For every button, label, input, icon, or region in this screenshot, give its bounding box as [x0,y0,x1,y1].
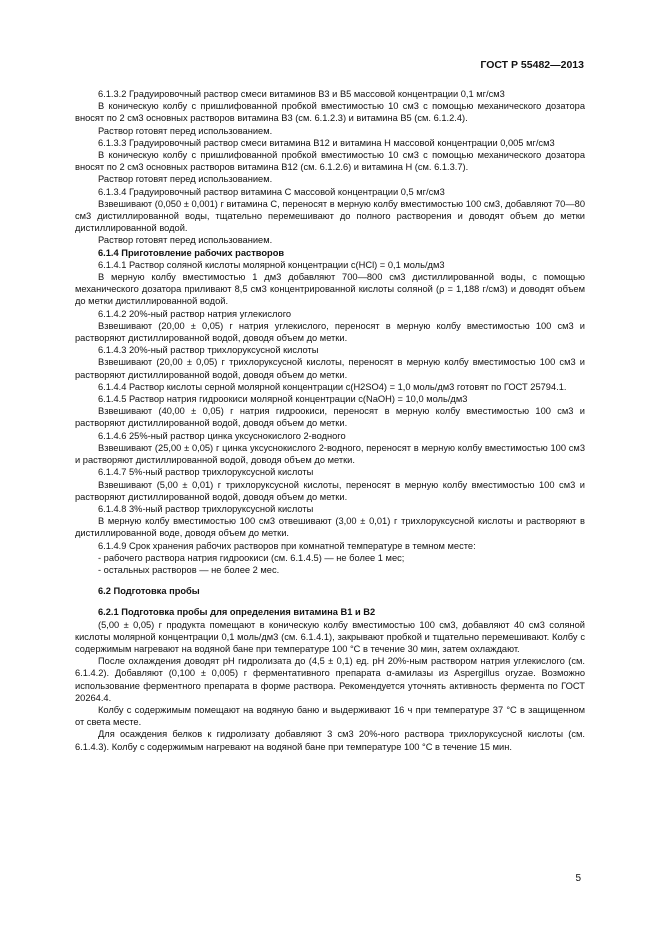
clause-6-1-3-2-title: 6.1.3.2 Градуировочный раствор смеси витаминов B3 и B5 массовой концентрации 0,1 мг/см3 [98,89,505,99]
document-code-header: ГОСТ Р 55482—2013 [480,59,584,71]
paragraph: В мерную колбу вместимостью 1 дм3 добавляют 700—800 см3 дистиллированной воды, с помощью механического дозатора приливают 8,5 см3 концентрированной кислоты соляной (ρ = 1,188 г/см3) и доводят объем до метки дистиллированной водой. [75,272,585,307]
clause-6-1-4-3-title: 6.1.4.3 20%-ный раствор трихлоруксусной кислоты [98,345,319,356]
document-body [75,88,585,753]
paragraph: В коническую колбу с пришлифованной пробкой вместимостью 10 см3 с помощью механического дозатора вносят по 2 см3 основных растворов витамина B3 (см. 6.1.2.3) и витамина B5 (см. 6.1.2.4). [75,101,585,124]
paragraph: После охлаждения доводят pH гидролизата до (4,5 ± 0,1) ед. pH 20%-ным раствором натрия углекислого (см. 6.1.4.2). Добавляют (0,100 ± 0,005) г ферментативного препарата α-амилазы из Aspergillus oryzae. Возможно использование ферментного препарата в форме раствора. Рекомендуется уточнять активность фермента по ГОСТ 20264.4. [75,656,585,703]
list-item: - рабочего раствора натрия гидроокиси (см. 6.1.4.5) — не более 1 мес; [98,552,405,563]
section-6-2-heading: 6.2 Подготовка пробы [98,586,200,597]
clause-6-1-4-6-title: 6.1.4.6 25%-ный раствор цинка уксуснокислого 2-водного [98,430,346,441]
clause-6-1-3-4-title: 6.1.3.4 Градуировочный раствор витамина C массовой концентрации 0,5 мг/см3 [98,186,445,197]
clause-6-1-4-5-title: 6.1.4.5 Раствор натрия гидроокиси молярной концентрации c(NaOH) = 10,0 моль/дм3 [98,394,468,405]
paragraph: Раствор готовят перед использованием. [98,235,273,246]
paragraph: Взвешивают (25,00 ± 0,05) г цинка уксуснокислого 2-водного, переносят в мерную колбу вместимостью 100 см3 и растворяют дистиллированной водой, доводя объем до метки. [75,442,585,466]
clause-6-1-4-1-title: 6.1.4.1 Раствор соляной кислоты молярной концентрации c(HCl) = 0,1 моль/дм3 [98,259,445,270]
paragraph: В мерную колбу вместимостью 100 см3 отвешивают (3,00 ± 0,01) г трихлоруксусной кислоты и растворяют в дистиллированной воде, доводя объем до метки. [75,516,585,539]
paragraph: Раствор готовят перед использованием. [98,174,273,185]
paragraph: Для осаждения белков к гидролизату добавляют 3 см3 20%-ного раствора трихлоруксусной кислоты (см. 6.1.4.3). Колбу с содержимым нагревают на водяной бане при температуре 100 °C в течение 15 мин. [75,729,585,752]
clause-6-1-4-4: 6.1.4.4 Раствор кислоты серной молярной концентрации c(H2SO4) = 1,0 моль/дм3 готовят по ГОСТ 25794.1. [98,381,567,392]
clause-6-1-4-2-title: 6.1.4.2 20%-ный раствор натрия углекислого [98,308,292,319]
paragraph: В коническую колбу с пришлифованной пробкой вместимостью 10 см3 с помощью механического дозатора вносят по 2 см3 основных растворов витамина B12 (см. 6.1.2.6) и витамина H (см. 6.1.3.7). [75,150,585,173]
paragraph: Взвешивают (40,00 ± 0,05) г натрия гидроокиси, переносят в мерную колбу вместимостью 100 см3 и растворяют дистиллированной водой, доводя объем до метки. [75,406,585,429]
list-item: - остальных растворов — не более 2 мес. [98,564,280,575]
paragraph: Колбу с содержимым помещают на водяную баню и выдерживают 16 ч при температуре 37 °C в защищенном от света месте. [75,704,585,728]
clause-6-1-4-9-title: 6.1.4.9 Срок хранения рабочих растворов при комнатной температуре в темном месте: [98,540,476,551]
paragraph: Взвешивают (5,00 ± 0,01) г трихлоруксусной кислоты, переносят в мерную колбу вместимостью 100 см3 и растворяют дистиллированной водой, доводя объем до метки. [75,479,585,502]
clause-6-1-4-7-title: 6.1.4.7 5%-ный раствор трихлоруксусной кислоты [98,467,314,478]
spacer [75,597,585,606]
section-6-2-1-heading: 6.2.1 Подготовка пробы для определения витамина B1 и B2 [98,607,376,618]
paragraph: Взвешивают (0,050 ± 0,001) г витамина C, переносят в мерную колбу вместимостью 100 см3, добавляют 70—80 см3 дистиллированной воды, тщательно перемешивают до полного растворения и доводят объем до метки дистиллированной водой. [75,198,585,234]
paragraph: Взвешивают (20,00 ± 0,05) г трихлоруксусной кислоты, переносят в мерную колбу вместимостью 100 см3 и растворяют дистиллированной водой, доводя объем до метки. [75,357,585,380]
paragraph: Взвешивают (20,00 ± 0,05) г натрия углекислого, переносят в мерную колбу вместимостью 100 см3 и растворяют дистиллированной водой, доводя объем до метки. [75,320,585,344]
paragraph: Раствор готовят перед использованием. [98,125,273,136]
clause-6-1-4-8-title: 6.1.4.8 3%-ный раствор трихлоруксусной кислоты [98,503,314,514]
section-6-1-4-heading: 6.1.4 Приготовление рабочих растворов [98,247,285,258]
spacer [75,576,585,585]
clause-6-1-3-3-title: 6.1.3.3 Градуировочный раствор смеси витамина B12 и витамина H массовой концентрации 0,005 мг/см3 [98,137,555,148]
page-number: 5 [575,873,581,884]
paragraph: (5,00 ± 0,05) г продукта помещают в коническую колбу вместимостью 100 см3, добавляют 40 см3 соляной кислоты молярной концентрации 0,1 моль/дм3 (см. 6.1.4.1), закрывают пробкой и тщательно перемешивают. Колбу с содержимым нагревают на водяной бане при температуре 100 °C в течение 30 мин, затем охлаждают. [75,619,585,654]
